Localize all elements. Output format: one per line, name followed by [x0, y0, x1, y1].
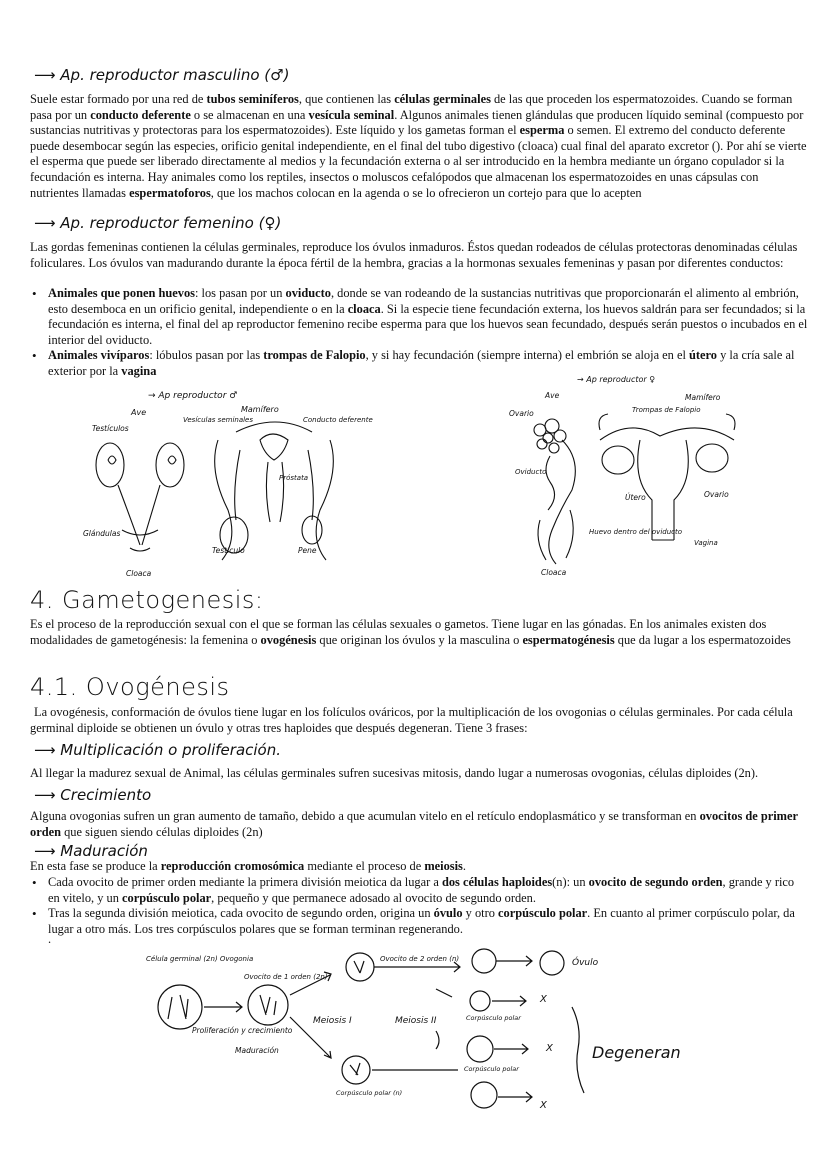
paragraph-ovogenesis: La ovogénesis, conformación de óvulos tiene lugar en los folículos ováricos, por la multiplicación de los ovogonias o células germinales. Por cada célula germinal diploide se obtienen un óvulo y otras tres haploides que después degeneran. Tiene 3 frases:: [30, 705, 793, 735]
female-bird-drawing: [534, 419, 575, 564]
arrow-icon: ⟶: [34, 214, 56, 232]
ovogenesis-scheme: [0, 945, 828, 1120]
label-vagina: Vagina: [694, 539, 718, 547]
x-mark-2: X: [546, 1043, 553, 1054]
female-diagram-title: → Ap reproductor ♀: [577, 375, 656, 384]
maduracion-bullet-list: [30, 875, 808, 937]
section-title-gametogenesis: 4. Gametogenesis:: [30, 586, 264, 614]
label-vesiculas: Vesículas seminales: [183, 416, 254, 424]
label-proliferacion: Proliferación y crecimiento: [192, 1026, 293, 1035]
paragraph-female-intro: Las gordas femeninas contienen la células germinales, reproduce los óvulos inmaduros. Éstos quedan rodeados de células protectoras denominadas células foliculares. Los óvulos van madurando durante la época fértil de la hembra, gracias a la hormonas sexuales femeninas y pasan por diferentes conductos:: [30, 240, 798, 270]
label-ave: Ave: [131, 408, 147, 417]
x-mark-3: X: [540, 1100, 547, 1111]
label-trompas: Trompas de Falopio: [632, 406, 701, 414]
label-corpusculo3: Corpúsculo polar (n): [336, 1089, 403, 1097]
arrow-icon: ⟶: [34, 741, 56, 759]
label-ave-female: Ave: [545, 391, 560, 400]
label-mamifero-female: Mamífero: [685, 393, 721, 402]
list-item: • Tras la segunda división meiotica, cada ovocito de segundo orden, origina un óvulo y otro corpúsculo polar. En cuanto al primer corpúsculo polar, da lugar a otro más. Los tres corpúsculos polares que se forman terminan regenerando.: [30, 906, 808, 937]
arrow-icon: ⟶: [34, 786, 56, 804]
heading-crecimiento: ⟶ Crecimiento: [34, 786, 152, 804]
heading-female: [34, 214, 281, 232]
label-ovario-mammal: Ovario: [704, 490, 729, 499]
label-celula-germinal: Célula germinal (2n) Ovogonia: [146, 955, 254, 963]
male-diagram-title: → Ap reproductor ♂: [148, 391, 238, 401]
label-ovocito1: Ovocito de 1 orden (2n): [244, 973, 328, 981]
label-corpusculo2: Corpúsculo polar: [464, 1065, 519, 1073]
label-conducto: Conducto deferente: [303, 416, 373, 424]
x-mark-1: X: [540, 994, 547, 1005]
female-bullet-list: [30, 286, 808, 380]
label-utero: Útero: [625, 493, 646, 502]
label-degeneran: Degeneran: [592, 1043, 681, 1062]
heading-maduracion: ⟶ Maduración: [34, 842, 148, 860]
heading-male-text: Ap. reproductor masculino (♂): [60, 66, 290, 84]
paragraph-maduracion: En esta fase se produce la reproducción cromosómica mediante el proceso de meiosis.: [30, 859, 466, 873]
stray-dot: .: [48, 932, 52, 946]
heading-multiplicacion: ⟶ Multiplicación o proliferación.: [34, 741, 282, 759]
male-mammal-drawing: [215, 422, 334, 560]
label-meiosis1: Meiosis I: [313, 1016, 352, 1026]
label-ovario: Ovario: [509, 409, 534, 418]
list-item: • Animales vivíparos: lóbulos pasan por las trompas de Falopio, y si hay fecundación (siempre interna) el embrión se aloja en el útero y la cría sale al exterior por la vagina: [30, 348, 808, 379]
label-cloaca-female: Cloaca: [541, 568, 567, 577]
arrow-icon: ⟶: [34, 842, 56, 860]
heading-male: [34, 66, 289, 84]
label-testiculos: Testículos: [92, 424, 129, 433]
label-glandulas: Glándulas: [83, 529, 121, 538]
label-prostata: Próstata: [279, 474, 309, 482]
label-ovulo: Óvulo: [572, 958, 599, 968]
label-pene: Pene: [298, 546, 317, 555]
list-item: • Cada ovocito de primer orden mediante la primera división meiotica da lugar a dos células haploides(n): un ovocito de segundo orden, grande y rico en vitelo, y un corpúsculo polar, pequeño y que permanece adosado al ovocito de segundo orden.: [30, 875, 808, 906]
label-meiosis2: Meiosis II: [395, 1016, 437, 1026]
paragraph-gametogenesis: Es el proceso de la reproducción sexual con el que se forman las células sexuales o gametos. Tiene lugar en las gónadas. En los animales existen dos modalidades de gametogénesis: la femenina o ovogénesis que originan los óvulos y la masculina o espermatogénesis que da lugar a los espermatozoides: [30, 617, 791, 647]
paragraph-male: Suele estar formado por una red de tubos seminíferos, que contienen las células germinales de las que proceden los espermatozoides. Cuando se forman pasa por un conducto deferente o se almacenan en una vesícula seminal. Algunos animales tienen glándulas que producen líquido seminal (compuesto por sustancias nutritivas y protectoras para los espermatozoides). Este líquido y los gametas forman el esperma o semen. El extremo del conducto deferente puede desembocar según las especies, orificio genital independiente, en el final del tubo digestivo (cloaca) cual final del aparato excretor (). Por ahí se vierte el esperma que puede ser liberado directamente al medios y la fecundación externa o al ser introducido en la hembra mediante un órgano copulador si la fecundación es interna. Hay animales como los reptiles, insectos o moluscos cefalópodos que almacenan los espermatozoides en unas cápsulas con nutrientes llamadas espermatoforos, que los machos colocan en la agenda o se lo ofrecieron un cortejo para que lo acepten: [30, 92, 807, 200]
label-corpusculo1: Corpúsculo polar: [466, 1014, 521, 1022]
paragraph-multiplicacion: Al llegar la madurez sexual de Animal, las células germinales sufren sucesivas mitosis, dando lugar a numerosas ovogonias, células diploides (2n).: [30, 766, 759, 780]
label-huevo: Huevo dentro del oviducto: [589, 528, 683, 536]
female-mammal-drawing: [599, 414, 735, 540]
reproductive-diagrams: [0, 370, 828, 585]
label-cloaca-male: Cloaca: [126, 569, 152, 578]
list-item: • Animales que ponen huevos: los pasan por un oviducto, donde se van rodeando de la sustancias nutritivas que proporcionarán el alimento al embrión, esto desemboca en un orificio genital, independiente o en la cloaca. Si la especie tiene fecundación externa, los huevos saldrán para ser fecundados; si la fecundación es interna, el final del ap reproductor femenino recibe esperma para que los huevos sean fecundado, después serán puestos o incubados en el interior del oviducto.: [30, 286, 808, 348]
label-testiculo: Testículo: [212, 546, 245, 555]
arrow-icon: ⟶: [34, 66, 56, 84]
heading-female-text: Ap. reproductor femenino (♀): [60, 214, 282, 232]
paragraph-crecimiento: Alguna ovogonias sufren un gran aumento de tamaño, debido a que acumulan vitelo en el retículo endoplasmático y se transforman en ovocitos de primer orden que siguen siendo células diploides (2n): [30, 809, 798, 839]
label-maduracion: Maduración: [235, 1046, 279, 1055]
label-ovocito2: Ovocito de 2 orden (n): [380, 955, 460, 963]
label-oviducto: Oviducto: [515, 468, 547, 476]
section-title-ovogenesis: 4.1. Ovogénesis: [30, 673, 230, 701]
label-mamifero: Mamífero: [241, 405, 279, 414]
